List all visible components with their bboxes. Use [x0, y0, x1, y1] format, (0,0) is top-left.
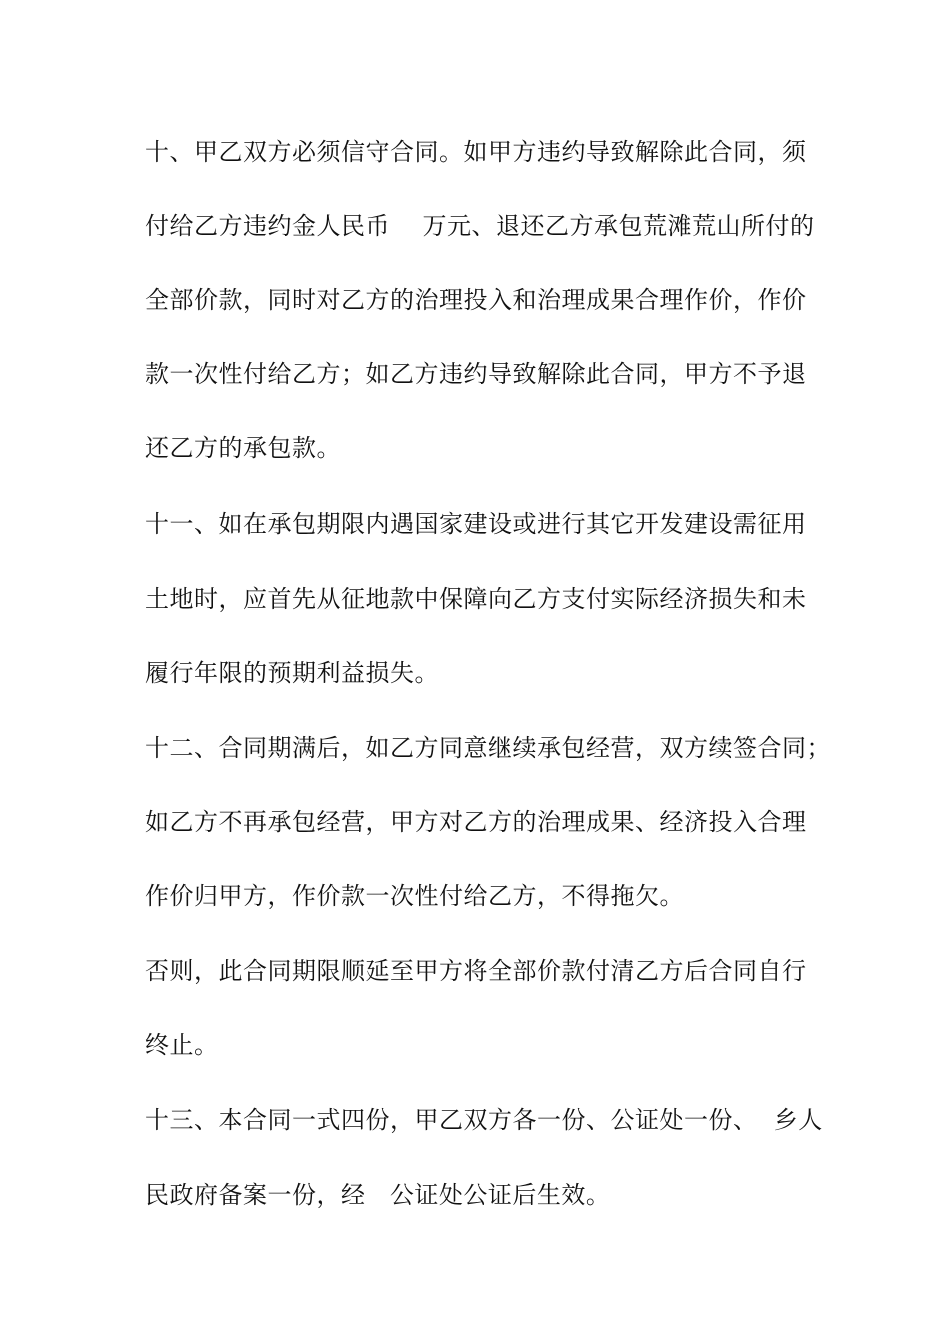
text-line: 付给乙方违约金人民币 万元、退还乙方承包荒滩荒山所付的 [145, 212, 815, 240]
text-line: 款一次性付给乙方；如乙方违约导致解除此合同，甲方不予退 [145, 360, 807, 388]
text-line: 民政府备案一份，经 公证处公证后生效。 [145, 1181, 611, 1209]
text-line: 履行年限的预期利益损失。 [145, 659, 439, 687]
text-line: 否则，此合同期限顺延至甲方将全部价款付清乙方后合同自行 [145, 957, 807, 985]
text-line: 十二、合同期满后，如乙方同意继续承包经营，双方续签合同； [145, 734, 831, 762]
text-line: 十一、如在承包期限内遇国家建设或进行其它开发建设需征用 [145, 510, 807, 538]
text-line: 作价归甲方，作价款一次性付给乙方，不得拖欠。 [145, 882, 684, 910]
text-line: 土地时，应首先从征地款中保障向乙方支付实际经济损失和未 [145, 585, 807, 613]
text-line: 全部价款，同时对乙方的治理投入和治理成果合理作价，作价 [145, 286, 807, 314]
text-line: 还乙方的承包款。 [145, 434, 341, 462]
text-line: 十三、本合同一式四份，甲乙双方各一份、公证处一份、 乡人 [145, 1106, 823, 1134]
text-line: 终止。 [145, 1031, 219, 1059]
text-line: 十、甲乙双方必须信守合同。如甲方违约导致解除此合同，须 [145, 138, 807, 166]
text-line: 如乙方不再承包经营，甲方对乙方的治理成果、经济投入合理 [145, 808, 807, 836]
